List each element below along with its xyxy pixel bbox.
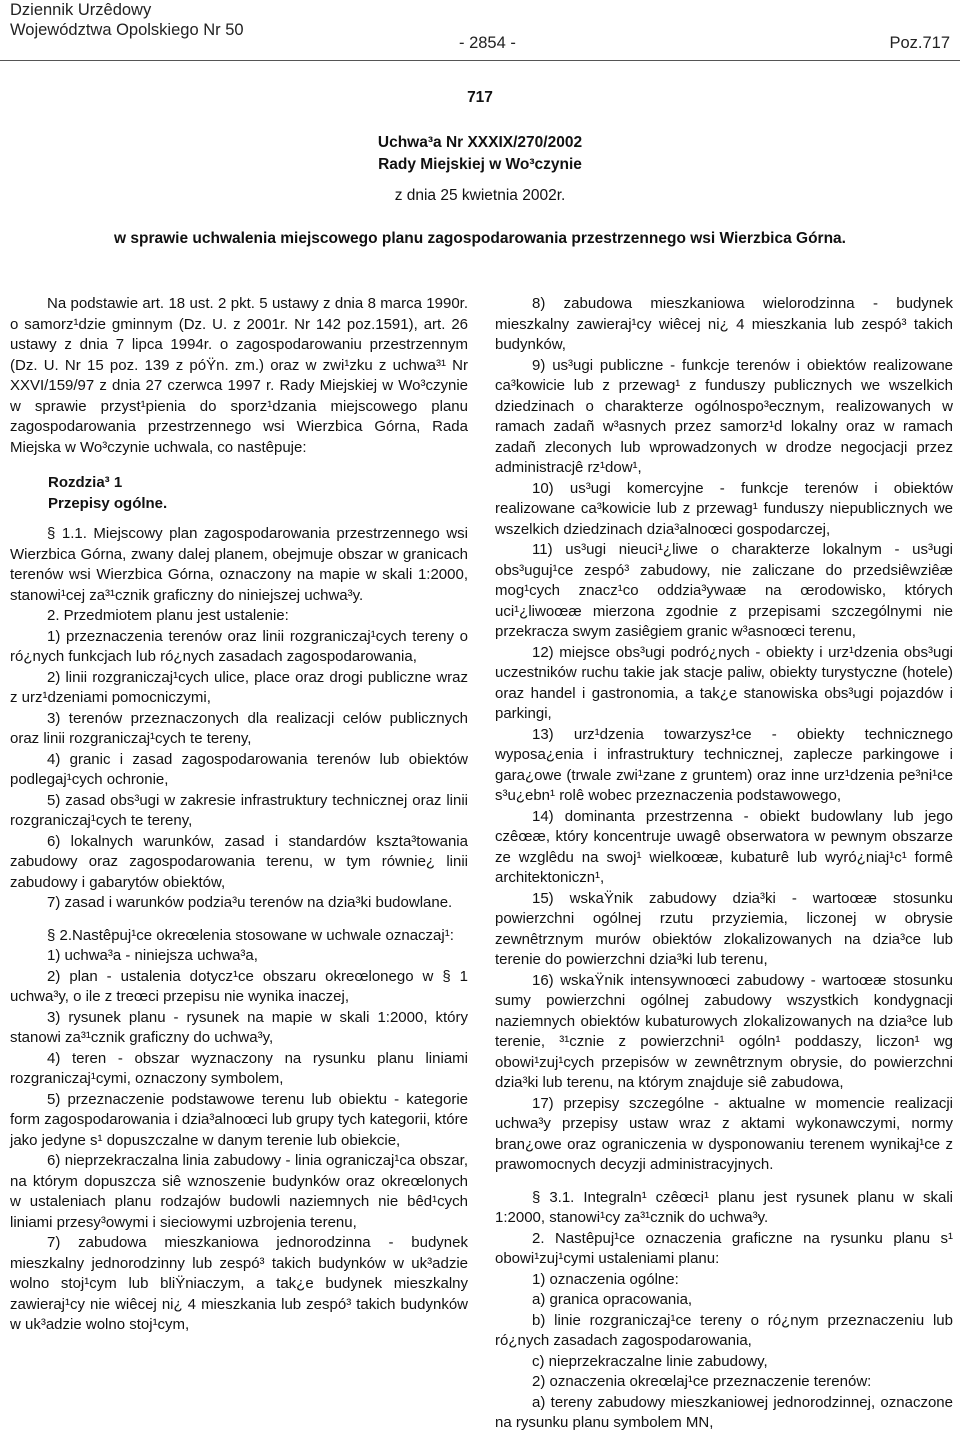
list-item: a) tereny zabudowy mieszkaniowej jednorodzinnej, oznaczone na rysunku planu symbolem MN,	[495, 1393, 953, 1431]
document-number: 717	[467, 89, 493, 106]
list-item: 13) urz¹dzenia towarzysz¹ce - obiekty technicznego wyposa¿enia i infrastruktury technicznej, zaplecze parkingowe i gara¿owe (trwale zwi¹zane z gruntem) oraz inne urz¹dzenia pe³ni¹ce s³u¿ebn¹ rolê wobec przeznaczenia podstawowego,	[495, 725, 953, 804]
list-item: 11) us³ugi nieuci¹¿liwe o charakterze lokalnym - us³ugi obs³uguj¹ce zespó³ zabudowy, nie zaliczane do przedsiêwziêæ mog¹cych znacz¹co oddzia³ywaæ na œrodowisko, których uci¹¿liwoœæ mierzona zgodnie z przepisami szczególnymi nie przekracza swym zasiêgiem granic w³asnoœci terenu,	[495, 541, 953, 640]
left-column	[10, 294, 468, 1336]
list-item: 16) wskaŸnik intensywnoœci zabudowy - wartoœæ stosunku sumy powierzchni ogólnej zabudowy wszystkich kondygnacji naziemnych obiektów kubaturowych zlokalizowanych na dzia³ce lub terenie, ³¹cznie z powierzchni¹ ogóln¹ poddaszy, liczon¹ wg obowi¹zuj¹cych przepisów w zewnêtrznym obrysie, do powierzchni dzia³ki lub terenu, na którym znajduje siê zabudowa,	[495, 971, 953, 1091]
paragraph-1-2: 2. Przedmiotem planu jest ustalenie:	[47, 607, 289, 624]
resolution-date: z dnia 25 kwietnia 2002r.	[394, 187, 566, 204]
list-item: 2) oznaczenia okreœlaj¹ce przeznaczenie terenów:	[532, 1373, 872, 1390]
list-item: 14) dominanta przestrzenna - obiekt budowlany lub jego czêœæ, który koncentruje uwagê obserwatora w pewnym obszarze ze wzglêdu na swoj¹ wielkoœæ, kubaturê lub wyró¿niaj¹c¹ formê architektoniczn¹,	[495, 807, 953, 886]
list-item: 3) rysunek planu - rysunek na mapie w skali 1:2000, który stanowi za³¹cznik graficzny do uchwa³y,	[10, 1008, 468, 1046]
resolution-subject: w sprawie uchwalenia miejscowego planu zagospodarowania przestrzennego wsi Wierzbica Górna.	[114, 230, 846, 247]
preamble-paragraph: Na podstawie art. 18 ust. 2 pkt. 5 ustawy z dnia 8 marca 1990r. o samorz¹dzie gminnym (Dz. U. z 2001r. Nr 142 poz.1591), art. 26 ustawy z dnia 7 lipca 1994r. o zagospodarowaniu przestrzennym (Dz. U. Nr 15 poz. 139 z póŸn. zm.) oraz w zwi¹zku z uchwa³¹ Nr XXVI/159/97 z dnia 27 czerwca 1997 r. Rady Miejskiej w Wo³czynie w sprawie przyst¹pienia do sporz¹dzania miejscowego planu zagospodarowania przestrzennego wsi Wierzbica Górna, Rada Miejska w Wo³czynie uchwala, co nastêpuje:	[10, 295, 468, 456]
list-item: 2) plan - ustalenia dotycz¹ce obszaru okreœlonego w § 1 uchwa³y, o ile z treœci przepisu nie wynika inaczej,	[10, 967, 468, 1005]
list-item: 5) zasad obs³ugi w zakresie infrastruktury technicznej oraz linii rozgraniczaj¹cych te tereny,	[10, 791, 468, 829]
list-item: 8) zabudowa mieszkaniowa wielorodzinna - budynek mieszkalny zawieraj¹cy wiêcej ni¿ 4 mieszkania lub zespó³ takich budynków,	[495, 295, 953, 353]
chapter-subtitle: Przepisy ogólne.	[48, 495, 168, 512]
list-item: 3) terenów przeznaczonych dla realizacji celów publicznych oraz linii rozgraniczaj¹cych te tereny,	[10, 709, 468, 747]
resolution-title: Uchwa³a Nr XXXIX/270/2002	[377, 134, 583, 151]
list-item: 7) zabudowa mieszkaniowa jednorodzinna - budynek mieszkalny jednorodzinny lub zespó³ takich budynków w uk³adzie wolno stoj¹cym lub bliŸniaczym, a tak¿e budynek mieszkalny zawieraj¹cy nie wiêcej ni¿ 4 mieszkania lub zespó³ takich budynków w uk³adzie wolno stoj¹cym,	[10, 1234, 468, 1333]
list-item: 10) us³ugi komercyjne - funkcje terenów i obiektów realizowane ca³kowicie lub z przewag¹ funduszy niepublicznych we wszelkich dziedzinach dzia³alnoœci gospodarczej,	[495, 479, 953, 538]
resolution-title-block	[0, 88, 960, 176]
list-item: c) nieprzekraczalne linie zabudowy,	[532, 1352, 768, 1370]
publication-name	[10, 0, 244, 40]
list-item: a) granica opracowania,	[532, 1291, 693, 1308]
chapter-heading	[48, 472, 468, 514]
list-item: 12) miejsce obs³ugi podró¿nych - obiekty i urz¹dzenia obs³ugi uczestników ruchu takie jak stacje paliw, obiekty turystyczne (hotele) oraz handel i gastronomia, a tak¿e stanowiska obs³ugi pojazdów i parkingi,	[495, 643, 953, 722]
page-header	[0, 0, 960, 50]
paragraph-1-1: § 1.1. Miejscowy plan zagospodarowania przestrzennego wsi Wierzbica Górna, zwany dalej planem, obejmuje obszar w granicach terenów wsi Wierzbica Górna, oznaczony na mapie w skali 1:2000, stanowi¹cej za³¹cznik graficzny do niniejszej uchwa³y.	[10, 525, 468, 604]
list-item: 4) granic i zasad zagospodarowania terenów lub obiektów podlegaj¹cych ochronie,	[10, 750, 468, 788]
list-item: 1) uchwa³a - niniejsza uchwa³a,	[47, 947, 258, 964]
paragraph-3-2: 2. Nastêpuj¹ce oznaczenia graficzne na rysunku planu s¹ obowi¹zuj¹cymi ustaleniami planu:	[495, 1229, 953, 1267]
list-item: 9) us³ugi publiczne - funkcje terenów i obiektów realizowane ca³kowicie lub z przewag¹ z funduszy publicznych we wszelkich dziedzinach o charakterze ogólnospo³ecznym, realizowanych w ramach zadañ w³asnych przez samorz¹d lokalny oraz w ramach zadañ zleconych lub wprowadzonych w drodze negocjacji przez administracjê rz¹dow¹,	[495, 356, 953, 476]
paragraph-3-1: § 3.1. Integraln¹ czêœci¹ planu jest rysunek planu w skali 1:2000, stanowi¹cy za³¹cznik do uchwa³y.	[495, 1188, 953, 1226]
chapter-title: Rozdzia³ 1	[48, 474, 123, 491]
page-number: - 2854 -	[459, 34, 516, 52]
list-item: 1) przeznaczenia terenów oraz linii rozgraniczaj¹cych tereny o ró¿nych funkcjach lub ró¿nych zasadach zagospodarowania,	[10, 627, 468, 665]
publication-line-2: Województwa Opolskiego Nr 50	[10, 21, 244, 39]
council-name: Rady Miejskiej w Wo³czynie	[378, 156, 582, 173]
list-item: 5) przeznaczenie podstawowe terenu lub obiektu - kategorie form zagospodarowania i dzia³alnoœci lub grupy tych kategorii, które jako jedyne s¹ dopuszczalne w danym terenie lub obiekcie,	[10, 1090, 468, 1149]
list-item: 17) przepisy szczególne - aktualne w momencie realizacji uchwa³y przepisy ustaw wraz z aktami wykonawczymi, normy bran¿owe oraz ograniczenia w dysponowaniu terenem wynikaj¹ce z prawomocnych decyzji administracyjnych.	[495, 1094, 953, 1173]
position-number: Poz.717	[889, 34, 950, 52]
header-divider	[0, 60, 960, 61]
list-item: 2) linii rozgraniczaj¹cych ulice, place oraz drogi publiczne wraz z urz¹dzeniami pomocniczymi,	[10, 668, 468, 706]
list-item: 6) lokalnych warunków, zasad i standardów kszta³towania zabudowy oraz zagospodarowania terenu, w tym równie¿ linii zabudowy i gabarytów obiektów,	[10, 832, 468, 891]
list-item: 7) zasad i warunków podzia³u terenów na dzia³ki budowlane.	[47, 894, 453, 911]
list-item: 15) wskaŸnik zabudowy dzia³ki - wartoœæ stosunku powierzchni ogólnej rzutu przyziemia, liczonej w obrysie zewnêtrznym murów obiektów zlokalizowanych na dzia³ce lub terenie do powierzchni dzia³ki lub terenu,	[495, 889, 953, 968]
right-column	[495, 294, 953, 1434]
list-item: b) linie rozgraniczaj¹ce tereny o ró¿nym przeznaczeniu lub ró¿nych zasadach zagospodarowania,	[495, 1311, 953, 1349]
list-item: 6) nieprzekraczalna linia zabudowy - linia ograniczaj¹ca obszar, na którym dopuszcza siê wznoszenie budynków oraz okreœlonych w ustaleniach planu rodzajów budowli naziemnych nie bêd¹cych liniami przesy³owymi i sieciowymi uzbrojenia terenu,	[10, 1152, 468, 1231]
publication-line-1: Dziennik Urzêdowy	[10, 1, 152, 19]
list-item: 4) teren - obszar wyznaczony na rysunku planu liniami rozgraniczaj¹cymi, oznaczony symbolem,	[10, 1049, 468, 1087]
paragraph-2: § 2.Nastêpuj¹ce okreœlenia stosowane w uchwale oznaczaj¹:	[47, 926, 454, 944]
list-item: 1) oznaczenia ogólne:	[532, 1270, 679, 1288]
